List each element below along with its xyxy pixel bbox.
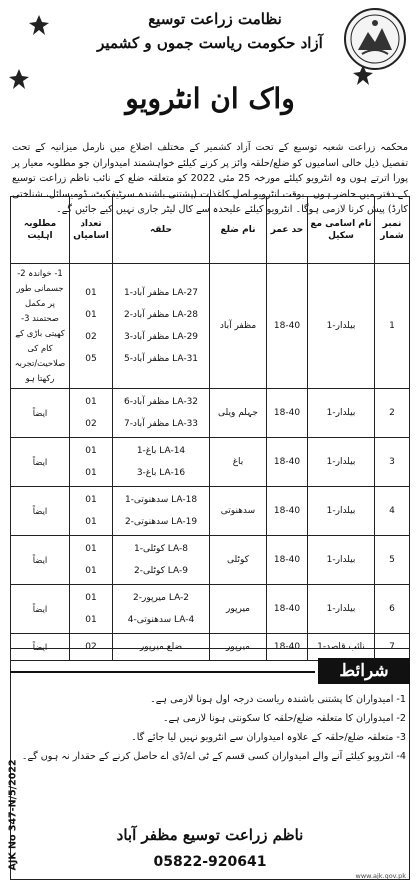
constituency-cell <box>113 487 210 536</box>
count-cell <box>70 585 113 634</box>
conditions-heading: شرائط <box>318 658 410 684</box>
count-item: 02 <box>85 332 97 342</box>
serial-cell: 5 <box>375 536 410 585</box>
qualification-cell: ایضاً <box>11 536 70 585</box>
column-header: نام ضلع <box>210 197 267 264</box>
count-item: 02 <box>85 419 97 429</box>
count-item: 01 <box>85 495 97 505</box>
count-item: 01 <box>85 288 97 298</box>
count-item: 01 <box>85 397 97 407</box>
post-cell: بیلدار-1 <box>308 438 375 487</box>
district-cell: میرپور <box>210 634 267 661</box>
count-item: 05 <box>85 354 97 364</box>
qualification-cell: ایضاً <box>11 438 70 487</box>
post-cell: بیلدار-1 <box>308 536 375 585</box>
constituency-item: LA-18 سدھنوتی-1 <box>124 495 198 505</box>
serial-cell: 1 <box>375 264 410 389</box>
age-cell: 18-40 <box>267 585 308 634</box>
post-cell: بیلدار-1 <box>308 585 375 634</box>
constituency-item: LA-19 سدھنوتی-2 <box>124 517 198 527</box>
column-header: مطلوبہ اہلیت <box>11 197 70 264</box>
count-item: 02 <box>85 642 97 652</box>
table-row <box>11 536 410 585</box>
district-cell: باغ <box>210 438 267 487</box>
reference-number: AJK No 347-N/5/2022 <box>7 759 19 871</box>
constituency-cell <box>113 264 210 389</box>
constituency-item: LA-29 مظفر آباد-3 <box>123 332 199 342</box>
constituency-item: LA-33 مظفر آباد-7 <box>123 419 199 429</box>
table-header-row <box>11 197 410 264</box>
condition-item: 3- متعلقہ ضلع/حلقہ کے علاوہ امیدواران سے انٹرویو نہیں لیا جائے گا۔ <box>131 732 406 743</box>
constituency-item: LA-31 مظفر آباد-5 <box>123 354 199 364</box>
constituency-item: LA-28 مظفر آباد-2 <box>123 310 199 320</box>
column-header: تعداد اسامیاں <box>70 197 113 264</box>
count-item: 01 <box>85 446 97 456</box>
serial-cell: 3 <box>375 438 410 487</box>
table-row <box>11 585 410 634</box>
constituency-item: LA-16 باغ-3 <box>136 468 186 478</box>
age-cell: 18-40 <box>267 438 308 487</box>
count-cell <box>70 264 113 389</box>
table-row <box>11 389 410 438</box>
constituency-cell <box>113 389 210 438</box>
district-cell: مظفر آباد <box>210 264 267 389</box>
header-line-1: نظامت زراعت توسیع <box>148 10 282 28</box>
header-line-2: آزاد حکومت ریاست جموں و کشمیر <box>97 34 323 52</box>
constituency-item: ضلع میرپور <box>139 642 183 652</box>
constituency-cell <box>113 438 210 487</box>
condition-item: 4- انٹرویو کیلئے آنے والے امیدواران کسی قسم کے ٹی اے/ڈی اے حاصل کرنے کے حقدار نہ ہوں گے۔ <box>21 751 406 762</box>
table-row <box>11 264 410 389</box>
count-item: 01 <box>85 615 97 625</box>
age-cell: 18-40 <box>267 634 308 661</box>
serial-cell: 7 <box>375 634 410 661</box>
district-cell: کوٹلی <box>210 536 267 585</box>
leaf-ornament-icon <box>28 14 50 36</box>
count-item: 01 <box>85 593 97 603</box>
district-cell: سدھنوتی <box>210 487 267 536</box>
age-cell: 18-40 <box>267 487 308 536</box>
count-cell <box>70 536 113 585</box>
post-cell: بیلدار-1 <box>308 389 375 438</box>
constituency-cell <box>113 585 210 634</box>
district-cell: جہلم ویلی <box>210 389 267 438</box>
constituency-cell <box>113 536 210 585</box>
phone-number: 05822-920641 <box>153 854 267 870</box>
count-item: 01 <box>85 468 97 478</box>
table-row <box>11 438 410 487</box>
qualification-cell: 1- خواندہ 2- جسمانی طور پر مکمل صحتمند 3- کھیتی باڑی کے کام کی صلاحیت/تجربہ رکھتا ہو <box>11 264 70 389</box>
vacancy-table <box>10 196 410 661</box>
signature-title: ناظم زراعت توسیع مظفر آباد <box>116 826 304 844</box>
post-cell: بیلدار-1 <box>308 264 375 389</box>
column-header: حد عمر <box>267 197 308 264</box>
table-row <box>11 487 410 536</box>
age-cell: 18-40 <box>267 389 308 438</box>
count-item: 01 <box>85 566 97 576</box>
serial-cell: 6 <box>375 585 410 634</box>
qualification-cell: ایضاً <box>11 585 70 634</box>
intro-paragraph: محکمہ زراعت شعبہ توسیع کے تحت آزاد کشمیر کے مختلف اضلاع میں نارمل میزانیہ کے تحت تفصیل ذیل خالی اسامیوں کو ضلع/حلقہ وائز پر کرنے کیلئے خواہشمند امیدواران جو مطلوبہ معیار پر پورا اترتے ہوں وہ انٹرویو کیلئے مورخہ 25 مئی 2022 کو متعلقہ ضلع کے نائب ناظم زراعت توسیع کے دفتر میں حاضر ہوں۔ بوقت انٹرویو اصل کاغذات (پشتنی باشندہ سرٹیفکیٹ، ڈومیسائل، شناختی کارڈ) پیش کرنا لازمی ہوگا۔ انٹرویو کیلئے علیحدہ سے کال لیٹر جاری نہیں کیے جائیں گے۔ <box>12 142 408 215</box>
constituency-item: LA-27 مظفر آباد-1 <box>123 288 199 298</box>
qualification-cell: ایضاً <box>11 487 70 536</box>
header <box>0 4 420 82</box>
qualification-cell: ایضاً <box>11 634 70 661</box>
column-header: حلقہ <box>113 197 210 264</box>
count-item: 01 <box>85 517 97 527</box>
count-item: 01 <box>85 544 97 554</box>
divider <box>10 671 315 673</box>
count-cell <box>70 389 113 438</box>
page-title: واک ان انٹرویو <box>125 82 295 115</box>
post-cell: بیلدار-1 <box>308 487 375 536</box>
count-cell <box>70 487 113 536</box>
column-header: نمبر شمار <box>375 197 410 264</box>
age-cell: 18-40 <box>267 536 308 585</box>
age-cell: 18-40 <box>267 264 308 389</box>
serial-cell: 2 <box>375 389 410 438</box>
count-cell <box>70 438 113 487</box>
constituency-item: LA-2 میرپور-2 <box>132 593 189 603</box>
district-cell: میرپور <box>210 585 267 634</box>
condition-item: 2- امیدواران کا متعلقہ ضلع/حلقہ کا سکونتی ہونا لازمی ہے۔ <box>162 713 406 724</box>
constituency-item: LA-14 باغ-1 <box>136 446 186 456</box>
column-header: نام اسامی مع سکیل <box>308 197 375 264</box>
condition-item: 1- امیدواران کا پشتنی باشندہ ریاست درجہ اول ہونا لازمی ہے۔ <box>150 694 406 705</box>
constituency-item: LA-9 کوٹلی-2 <box>134 566 188 576</box>
conditions-list <box>22 690 406 766</box>
constituency-item: LA-4 سدھنوتی-4 <box>127 615 195 625</box>
post-cell: نائب قاصد-1 <box>308 634 375 661</box>
serial-cell: 4 <box>375 487 410 536</box>
constituency-item: LA-8 کوٹلی-1 <box>134 544 188 554</box>
constituency-item: LA-32 مظفر آباد-6 <box>123 397 199 407</box>
count-item: 01 <box>85 310 97 320</box>
qualification-cell: ایضاً <box>11 389 70 438</box>
government-emblem-icon <box>344 8 406 70</box>
website: www.ajk.gov.pk <box>355 872 406 880</box>
